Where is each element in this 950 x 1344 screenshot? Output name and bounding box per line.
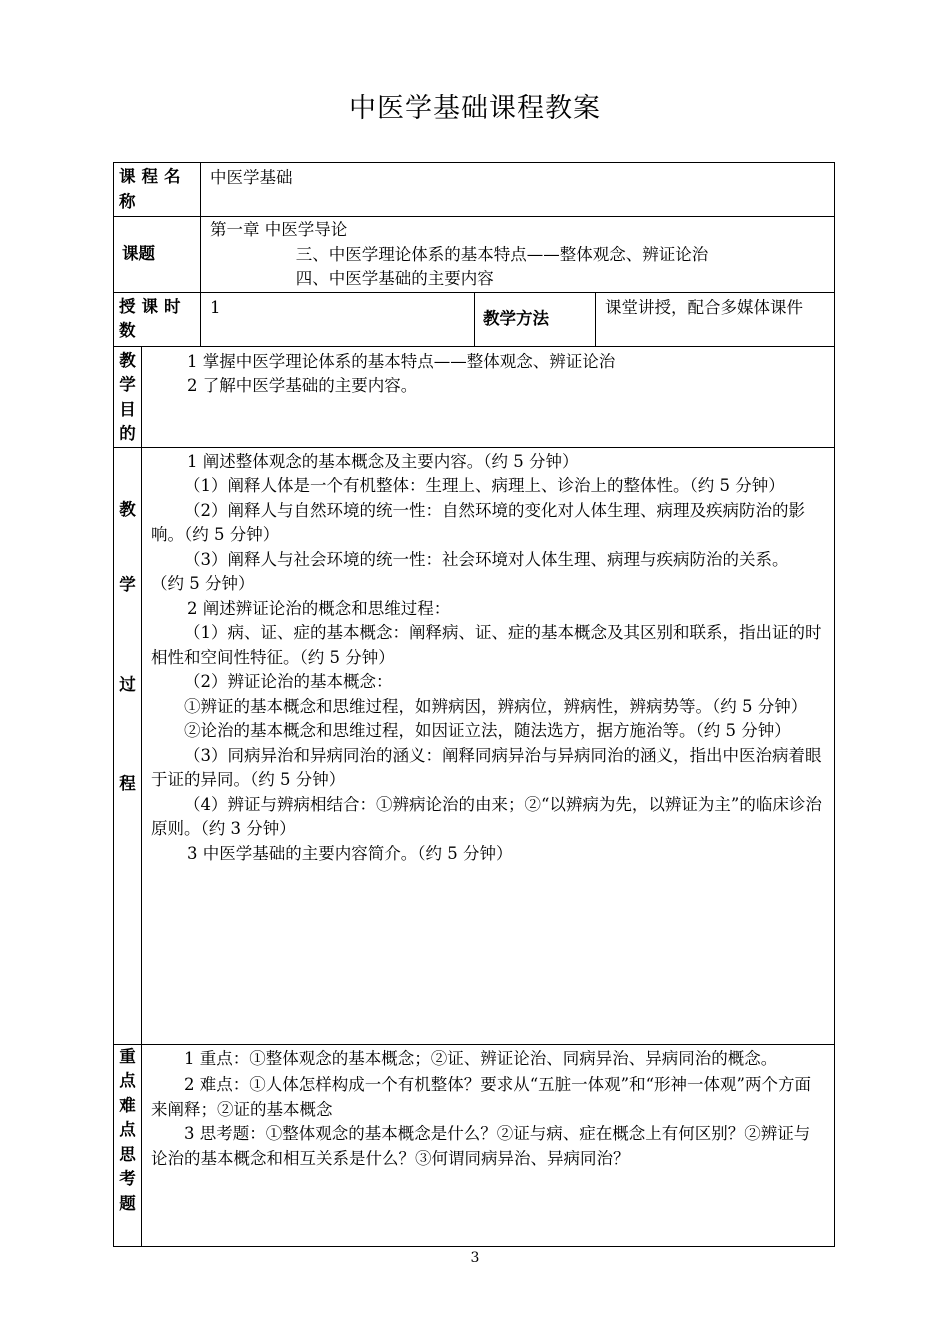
keypoint-para: 1 重点：①整体观念的基本概念；②证、辨证论治、同病异治、异病同治的概念。 <box>184 1048 778 1068</box>
process-row <box>114 447 835 1044</box>
keypoint-para: 3 思考题：①整体观念的基本概念是什么？②证与病、症在概念上有何区别？②辨证与论治的基本概念和相互关系是什么？③何谓同病异治、异病同治？ <box>151 1124 811 1168</box>
course-row <box>114 163 835 217</box>
page-number: 3 <box>470 1250 480 1266</box>
topic-value <box>201 217 835 293</box>
process-para: 2 阐述辨证论治的概念和思维过程： <box>187 598 451 618</box>
method-value: 课堂讲授，配合多媒体课件 <box>596 292 835 346</box>
page-title: 中医学基础课程教案 <box>349 93 601 124</box>
process-para: 3 中医学基础的主要内容简介。（约 5 分钟） <box>187 843 513 863</box>
objectives-content <box>142 346 835 447</box>
hours-row <box>114 292 835 346</box>
process-para: （1）阐释人体是一个有机整体：生理上、病理上、诊治上的整体性。（约 5 分钟） <box>184 476 785 495</box>
lesson-plan-table <box>113 162 835 1247</box>
process-para: （1）病、证、症的基本概念：阐释病、证、症的基本概念及其区别和联系，指出证的时相性和空间性特征。（约 5 分钟） <box>151 623 822 667</box>
keypoint-para: 2 难点：①人体怎样构成一个有机整体？要求从“五脏一体观”和“形神一体观”两个方面来阐释；②证的基本概念 <box>151 1075 811 1119</box>
process-para: （2）阐释人与自然环境的统一性：自然环境的变化对人体生理、病理及疾病防治的影响。（约 5 分钟） <box>151 500 805 544</box>
process-para: （4）辨证与辨病相结合：①辨病论治的由来；②“以辨病为先，以辨证为主”的临床诊治原则。（约 3 分钟） <box>151 794 822 838</box>
process-para: （3）同病异治和异病同治的涵义：阐释同病异治与异病同治的涵义，指出中医治病着眼于证的异同。（约 5 分钟） <box>151 745 822 789</box>
objectives-label: 教 学 目 的 <box>114 346 142 447</box>
method-label: 教学方法 <box>475 292 596 346</box>
objectives-row <box>114 346 835 447</box>
process-para: ②论治的基本概念和思维过程，如因证立法，随法选方，据方施治等。（约 5 分钟） <box>184 721 791 740</box>
topic-item: 四、中医学基础的主要内容 <box>295 269 494 288</box>
course-name-value: 中医学基础 <box>201 163 835 217</box>
keypoints-label: 重 点 难 点 思 考 题 <box>114 1044 142 1246</box>
keypoints-row <box>114 1044 835 1246</box>
process-para: ①辨证的基本概念和思维过程，如辨病因，辨病位，辨病性，辨病势等。（约 5 分钟） <box>184 696 808 716</box>
topic-chapter: 第一章 中医学导论 <box>210 220 348 239</box>
hours-label: 授课时数 <box>114 292 201 346</box>
topic-label: 课题 <box>114 217 201 293</box>
objective-item: 2 了解中医学基础的主要内容。 <box>187 376 418 395</box>
process-para: （约 5 分钟） <box>151 574 255 593</box>
topic-item: 三、中医学理论体系的基本特点——整体观念、辨证论治 <box>295 244 709 264</box>
process-content <box>142 447 835 1044</box>
course-name-label: 课程名称 <box>114 163 201 217</box>
process-para: （2）辨证论治的基本概念： <box>184 672 393 691</box>
topic-row <box>114 217 835 293</box>
process-para: （3）阐释人与社会环境的统一性：社会环境对人体生理、病理与疾病防治的关系。 <box>184 549 789 569</box>
process-label: 教 学 过 程 <box>114 447 142 1044</box>
process-para: 1 阐述整体观念的基本概念及主要内容。（约 5 分钟） <box>187 451 579 471</box>
objective-item: 1 掌握中医学理论体系的基本特点——整体观念、辨证论治 <box>187 351 616 371</box>
keypoints-content <box>142 1044 835 1246</box>
hours-value: 1 <box>201 292 475 346</box>
